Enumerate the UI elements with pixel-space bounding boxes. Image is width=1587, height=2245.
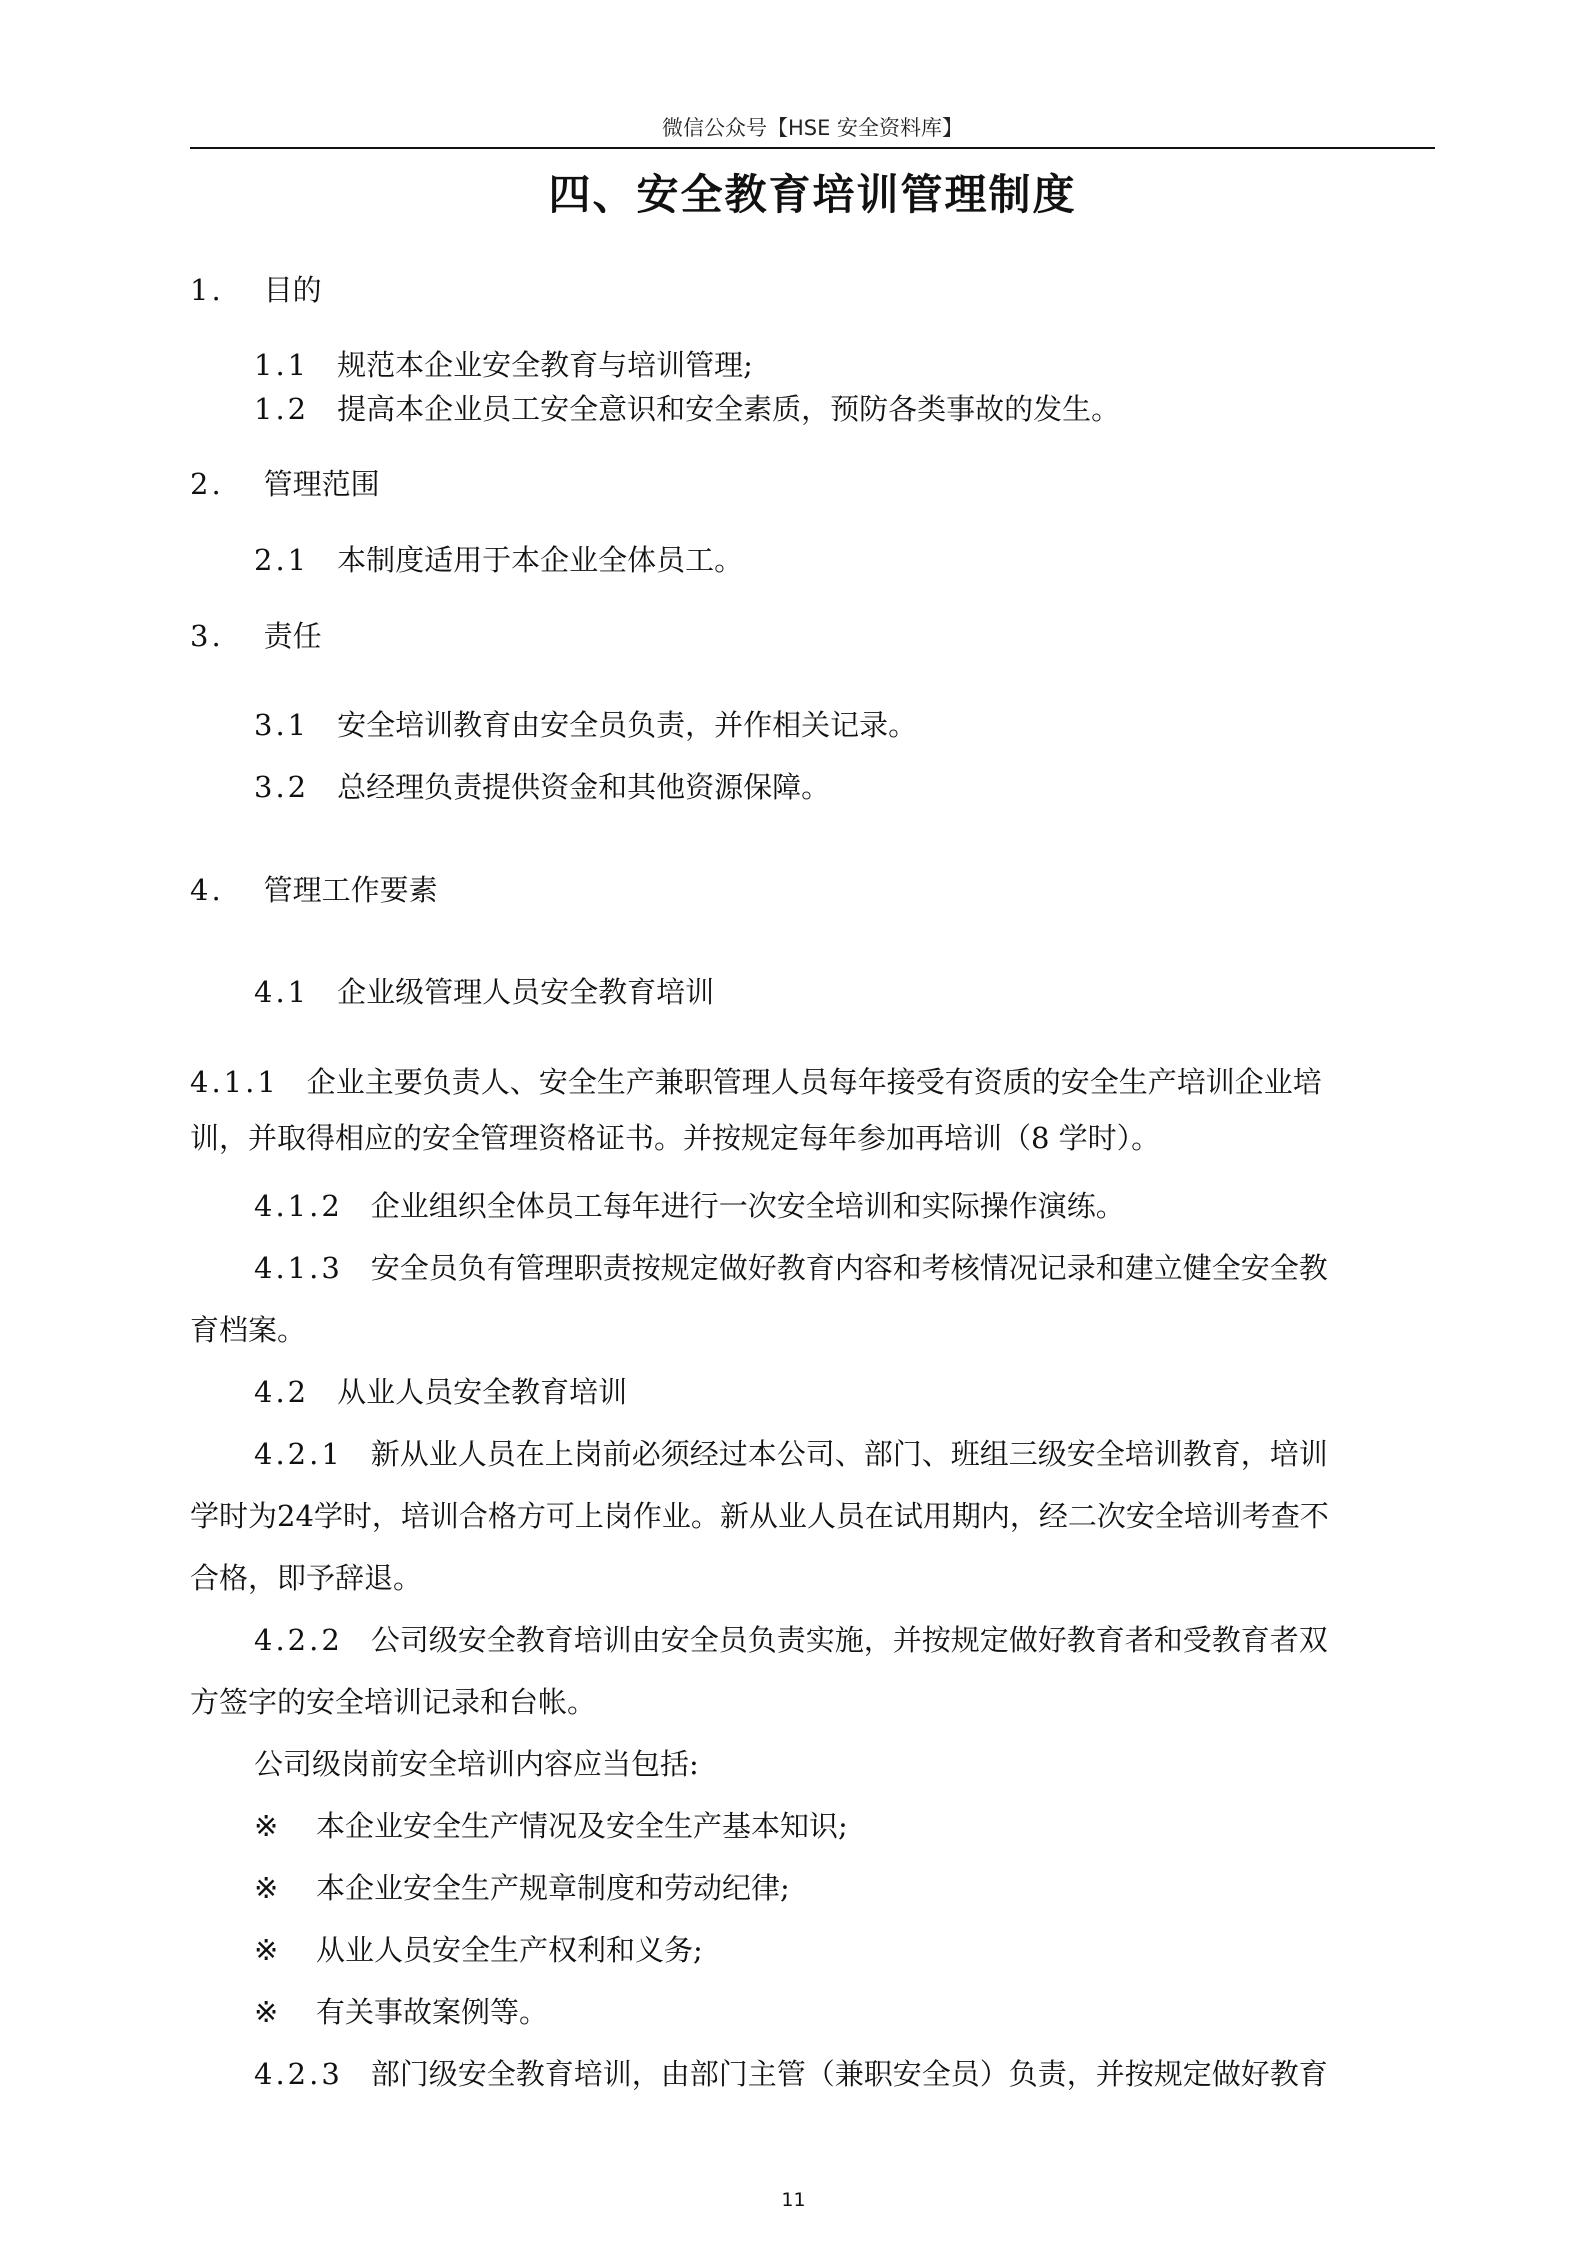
section-title: 管理工作要素 [263, 873, 438, 907]
item-4-2-2-line1 [254, 1620, 1328, 1660]
item-number: 4.1 [254, 975, 310, 1009]
section-1-heading [190, 270, 322, 310]
item-4-2-2-line2: 方签字的安全培训记录和台帐。 [190, 1685, 597, 1719]
item-3-2 [254, 767, 830, 807]
item-text: 从业人员安全教育培训 [337, 1375, 628, 1409]
reference-mark-icon: ※ [254, 1995, 279, 2029]
bullet-text: 从业人员安全生产权利和义务; [316, 1933, 703, 1967]
item-1-1 [254, 345, 753, 385]
reference-mark-icon: ※ [254, 1933, 279, 1967]
item-text: 本制度适用于本企业全体员工。 [337, 543, 744, 577]
section-title: 管理范围 [263, 467, 380, 501]
item-text: 新从业人员在上岗前必须经过本公司、部门、班组三级安全培训教育，培训 [370, 1437, 1328, 1471]
item-text: 企业主要负责人、安全生产兼职管理人员每年接受有资质的安全生产培训企业培 [306, 1065, 1322, 1099]
item-number: 3.1 [254, 708, 310, 742]
item-number: 1.2 [254, 392, 310, 426]
item-4-1 [254, 972, 714, 1012]
item-number: 2.1 [254, 543, 310, 577]
section-3-heading [190, 616, 322, 656]
item-text: 公司级安全教育培训由安全员负责实施，并按规定做好教育者和受教育者双 [370, 1623, 1328, 1657]
page-header: 微信公众号【HSE 安全资料库】 [661, 116, 964, 140]
item-4-1-2 [254, 1186, 1125, 1226]
item-text: 部门级安全教育培训，由部门主管（兼职安全员）负责，并按规定做好教育 [370, 2057, 1328, 2091]
item-number: 1.1 [254, 348, 310, 382]
item-4-1-1-line2: 训，并取得相应的安全管理资格证书。并按规定每年参加再培训（8 学时）。 [190, 1121, 1161, 1155]
item-text: 安全员负有管理职责按规定做好教育内容和考核情况记录和建立健全安全教 [370, 1251, 1328, 1285]
bullet-item [254, 1806, 848, 1846]
section-2-heading [190, 464, 380, 504]
header-divider [190, 147, 1435, 149]
document-title: 四、安全教育培训管理制度 [548, 170, 1077, 219]
section-number: 2. [190, 467, 224, 501]
item-4-1-3-line1 [254, 1248, 1328, 1288]
company-training-intro: 公司级岗前安全培训内容应当包括: [254, 1747, 699, 1781]
item-2-1 [254, 540, 743, 580]
item-number: 4.1.3 [254, 1251, 343, 1285]
item-4-1-1-line1 [190, 1062, 1322, 1102]
item-4-2-1-line3: 合格，即予辞退。 [190, 1561, 423, 1595]
bullet-text: 有关事故案例等。 [316, 1995, 549, 2029]
item-text: 企业级管理人员安全教育培训 [337, 975, 715, 1009]
section-number: 3. [190, 619, 224, 653]
item-4-2-3 [254, 2054, 1328, 2094]
bullet-item [254, 1930, 703, 1970]
item-text: 提高本企业员工安全意识和安全素质，预防各类事故的发生。 [337, 392, 1121, 426]
item-4-2-1-line1 [254, 1434, 1328, 1474]
item-number: 4.2.1 [254, 1437, 343, 1471]
bullet-text: 本企业安全生产情况及安全生产基本知识; [316, 1809, 848, 1843]
section-title: 目的 [263, 273, 322, 307]
bullet-text: 本企业安全生产规章制度和劳动纪律; [316, 1871, 790, 1905]
section-title: 责任 [263, 619, 322, 653]
item-number: 4.2.2 [254, 1623, 343, 1657]
item-text: 安全培训教育由安全员负责，并作相关记录。 [337, 708, 918, 742]
item-4-2 [254, 1372, 627, 1412]
section-number: 1. [190, 273, 224, 307]
item-number: 4.1.1 [190, 1065, 279, 1099]
page-number: 11 [781, 2189, 806, 2211]
section-number: 4. [190, 873, 224, 907]
item-text: 总经理负责提供资金和其他资源保障。 [337, 770, 831, 804]
item-number: 3.2 [254, 770, 310, 804]
bullet-item [254, 1992, 548, 2032]
item-number: 4.1.2 [254, 1189, 343, 1223]
item-3-1 [254, 705, 917, 745]
reference-mark-icon: ※ [254, 1871, 279, 1905]
item-number: 4.2 [254, 1375, 310, 1409]
item-number: 4.2.3 [254, 2057, 343, 2091]
item-text: 规范本企业安全教育与培训管理; [337, 348, 753, 382]
reference-mark-icon: ※ [254, 1809, 279, 1843]
section-4-heading [190, 870, 438, 910]
item-4-2-1-line2: 学时为24学时，培训合格方可上岗作业。新从业人员在试用期内，经二次安全培训考查不 [190, 1499, 1329, 1533]
item-4-1-3-line2: 育档案。 [190, 1313, 307, 1347]
item-1-2 [254, 389, 1120, 429]
bullet-item [254, 1868, 790, 1908]
item-text: 企业组织全体员工每年进行一次安全培训和实际操作演练。 [370, 1189, 1125, 1223]
